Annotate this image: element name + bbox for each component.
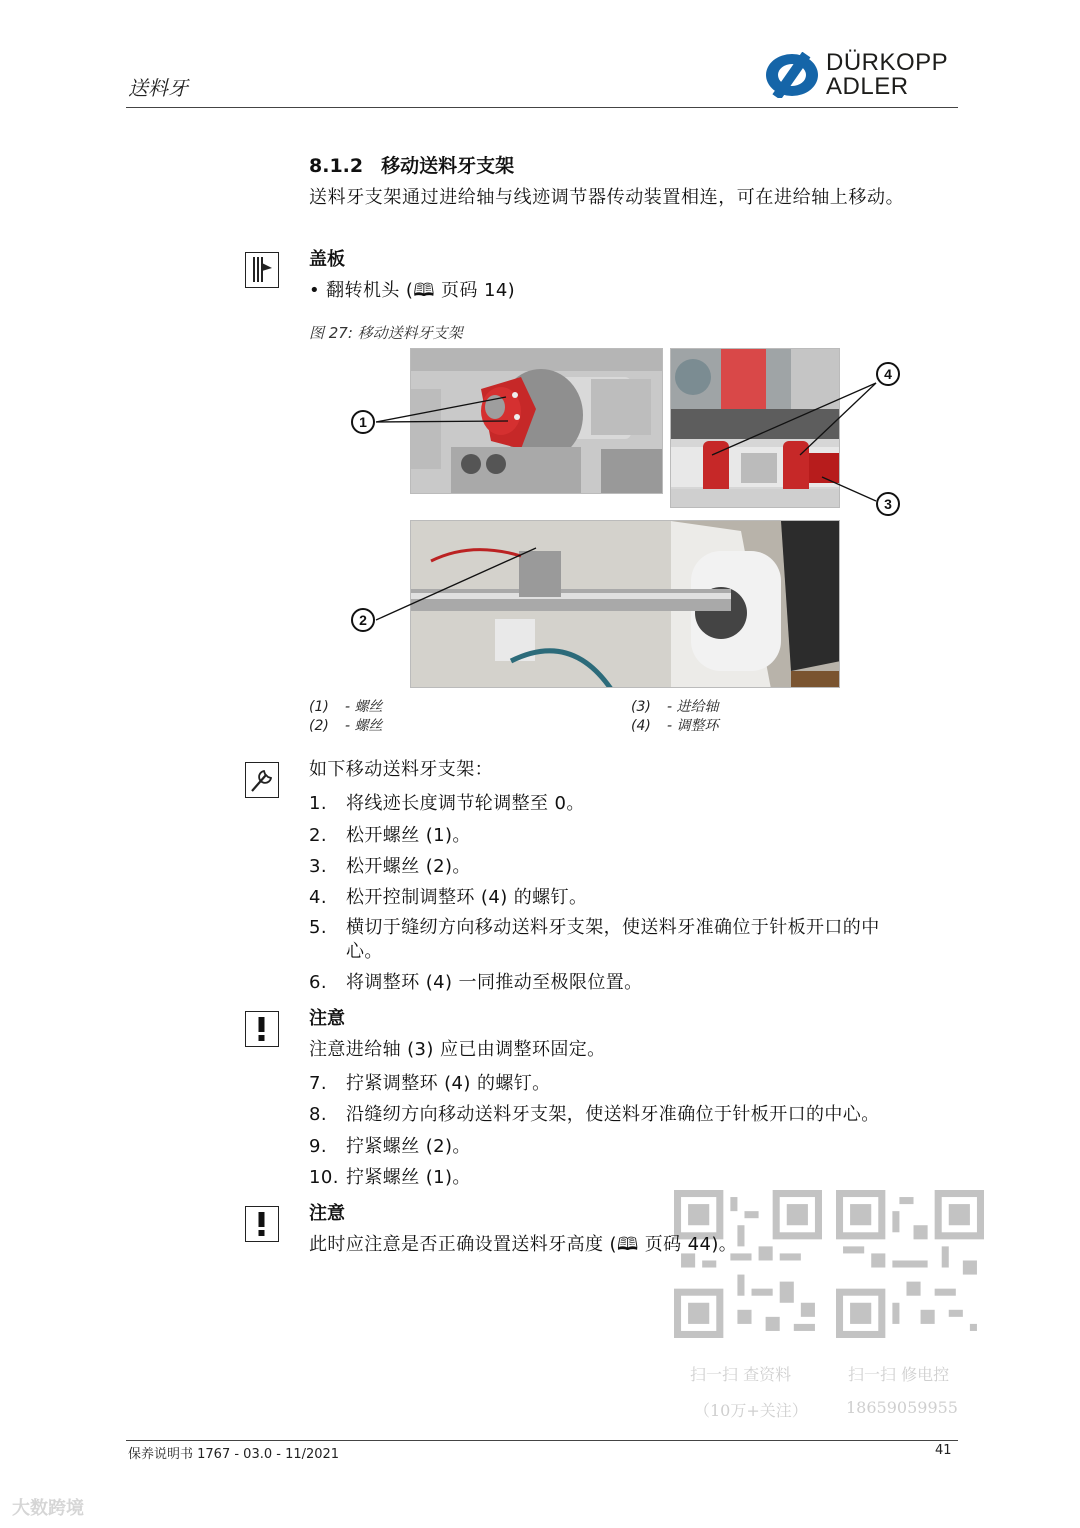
step-text: 将线迹长度调节轮调整至 0。: [346, 793, 585, 814]
step-text: 松开控制调整环 (4) 的螺钉。: [346, 887, 588, 908]
warning-exclamation-icon: [245, 1206, 279, 1242]
callout-2: 2: [351, 608, 375, 632]
brand-wordmark: [826, 51, 948, 99]
cover-plate-icon: [245, 252, 279, 288]
legend-item-3: [631, 696, 719, 716]
step-text: 沿缝纫方向移动送料牙支架，使送料牙准确位于针板开口的中心。: [346, 1104, 880, 1125]
list-item: [309, 1072, 929, 1098]
header-title: 送料牙: [128, 76, 188, 100]
footer-rule: [126, 1440, 958, 1441]
legend-item-2: [309, 715, 383, 735]
page-number: 41: [935, 1443, 952, 1458]
callout-4: 4: [876, 362, 900, 386]
list-item: [309, 971, 929, 997]
brand-line-1: DÜRKOPP: [826, 49, 949, 76]
cover-item: [309, 276, 515, 308]
step-number: 7.: [309, 1073, 327, 1094]
note-heading: 注意: [309, 1008, 345, 1029]
callout-3: 3: [876, 492, 900, 516]
step-number: 10.: [309, 1167, 339, 1188]
book-icon: 🕮: [616, 1234, 639, 1255]
qr-code-icon: [836, 1190, 984, 1338]
duerkopp-adler-logo-icon: [763, 52, 821, 98]
list-item: [309, 824, 929, 850]
book-icon: 🕮: [413, 280, 435, 301]
note-text: 注意进给轴 (3) 应已由调整环固定。: [309, 1039, 606, 1060]
callout-leader-lines: [360, 355, 905, 635]
step-text: 横切于缝纫方向移动送料牙支架，使送料牙准确位于针板开口的中心。: [346, 917, 880, 962]
qr-code-icon: [674, 1190, 822, 1338]
legend-item-4: [631, 715, 719, 735]
corner-watermark: 大数跨境: [12, 1498, 84, 1519]
callout-1: 1: [351, 410, 375, 434]
step-number: 6.: [309, 972, 327, 993]
legend-text: - 进给轴: [667, 699, 719, 715]
step-number: 3.: [309, 856, 327, 877]
cover-item-page-ref[interactable]: 页码 14): [434, 280, 516, 301]
watermark-caption: 18659059955: [846, 1398, 958, 1417]
step-text: 拧紧螺丝 (2)。: [346, 1136, 471, 1157]
watermark-caption: 扫一扫 修电控: [848, 1365, 950, 1384]
legend-key: (4): [631, 718, 651, 734]
brand-line-2: ADLER: [826, 73, 909, 100]
step-text: 拧紧调整环 (4) 的螺钉。: [346, 1073, 551, 1094]
watermark-caption: 扫一扫 查资料: [690, 1365, 792, 1384]
note-heading: 注意: [309, 1203, 345, 1224]
list-item: [309, 886, 929, 912]
step-number: 4.: [309, 887, 327, 908]
section-heading: [309, 151, 514, 178]
list-item: [309, 792, 929, 818]
legend-text: - 螺丝: [345, 718, 383, 734]
note-text: [309, 1230, 737, 1262]
step-number: 5.: [309, 917, 327, 938]
header-rule: [126, 107, 958, 108]
legend-key: (3): [631, 699, 651, 715]
list-item: [309, 1135, 929, 1161]
legend-key: (1): [309, 699, 329, 715]
step-text: 松开螺丝 (1)。: [346, 825, 471, 846]
note-text-main: 此时应注意是否正确设置送料牙高度 (: [309, 1234, 617, 1255]
step-text: 松开螺丝 (2)。: [346, 856, 471, 877]
list-item: [309, 1166, 929, 1192]
list-item: [309, 855, 929, 881]
procedure-intro: 如下移动送料牙支架：: [309, 759, 493, 780]
wrench-icon: [245, 762, 279, 798]
legend-item-1: [309, 696, 383, 716]
step-number: 9.: [309, 1136, 327, 1157]
footer-doc-id: 保养说明书 1767 - 03.0 - 11/2021: [128, 1447, 340, 1462]
step-number: 2.: [309, 825, 327, 846]
step-text: 将调整环 (4) 一同推动至极限位置。: [346, 972, 643, 993]
step-number: 1.: [309, 793, 327, 814]
section-intro: 送料牙支架通过进给轴与线迹调节器传动装置相连，可在进给轴上移动。: [309, 187, 905, 208]
legend-text: - 调整环: [667, 718, 719, 734]
section-number: 8.1.2: [309, 155, 364, 177]
step-text: 拧紧螺丝 (1)。: [346, 1167, 471, 1188]
legend-text: - 螺丝: [345, 699, 383, 715]
section-title: 移动送料牙支架: [381, 155, 515, 177]
legend-key: (2): [309, 718, 329, 734]
warning-exclamation-icon: [245, 1011, 279, 1047]
list-item: [309, 916, 929, 968]
list-item: [309, 1103, 949, 1129]
figure-caption: 图 27: 移动送料牙支架: [309, 324, 463, 342]
note-page-ref[interactable]: 页码 44)。: [638, 1234, 738, 1255]
watermark-caption: （10万+关注）: [694, 1401, 808, 1420]
cover-item-text: • 翻转机头 (: [309, 280, 414, 301]
step-number: 8.: [309, 1104, 327, 1125]
cover-heading: 盖板: [309, 249, 345, 270]
